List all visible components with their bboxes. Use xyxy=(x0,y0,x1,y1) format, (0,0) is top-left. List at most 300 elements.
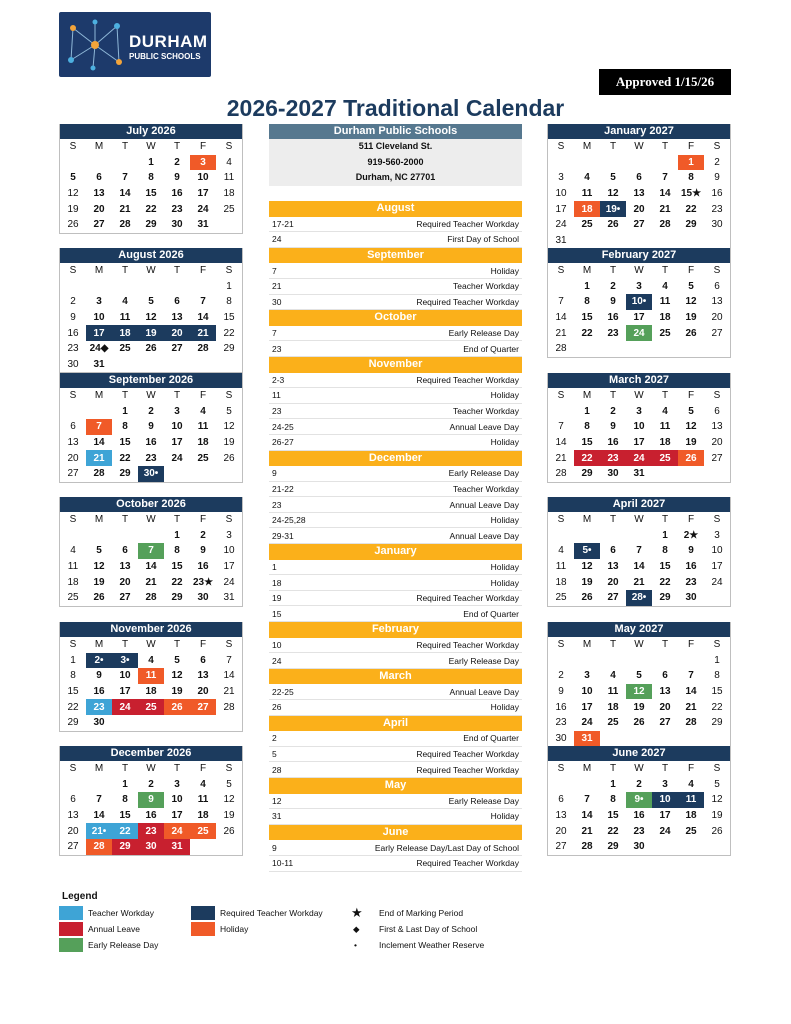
calendar-day xyxy=(678,233,704,249)
event-date: 9 xyxy=(272,468,277,479)
calendar-day: 22 xyxy=(685,203,697,215)
weekday-label: F xyxy=(199,141,207,153)
calendar-day: 13 xyxy=(659,686,671,698)
calendar-day: 2 xyxy=(148,405,154,417)
legend xyxy=(59,890,599,960)
weekday-label: W xyxy=(146,390,156,402)
legend-swatch-teacher-workday xyxy=(59,906,83,920)
calendar-day xyxy=(652,233,678,249)
event-date: 31 xyxy=(272,811,282,822)
calendar-day: 10 xyxy=(171,421,183,433)
calendar-day: 10 xyxy=(581,686,593,698)
calendar-day: 30• xyxy=(138,466,164,482)
calendar-day: 21 xyxy=(555,327,567,339)
calendar-day: 29 xyxy=(171,592,183,604)
calendar-day: 5 xyxy=(226,778,232,790)
calendar-day: 25 xyxy=(223,203,235,215)
calendar-day: 3 xyxy=(96,296,102,308)
weekday-label: M xyxy=(582,514,592,526)
weekday-label: W xyxy=(634,639,644,651)
calendar-day xyxy=(216,466,242,482)
calendar-day: 29 xyxy=(659,592,671,604)
calendar-day: 12 xyxy=(581,561,593,573)
dot-icon: • xyxy=(354,940,357,950)
weekday-label: T xyxy=(173,639,181,651)
calendar-day: 18 xyxy=(197,437,209,449)
calendar-day: 7 xyxy=(662,172,668,184)
calendar-day: 1 xyxy=(226,280,232,292)
event-date: 2 xyxy=(272,733,277,744)
calendar-day: 17 xyxy=(555,203,567,215)
weekday-label: T xyxy=(661,514,669,526)
calendar-day: 14 xyxy=(685,686,697,698)
weekday-label: W xyxy=(634,141,644,153)
event-date: 24 xyxy=(272,655,282,666)
weekday-label: M xyxy=(94,390,104,402)
calendar-day: 13 xyxy=(555,810,567,822)
calendar-day xyxy=(678,839,704,855)
weekday-label: W xyxy=(634,265,644,277)
weekday-label: M xyxy=(94,763,104,775)
calendar-day xyxy=(138,357,164,373)
event-row xyxy=(269,419,522,435)
calendar-day xyxy=(678,653,704,669)
calendar-day: 31 xyxy=(93,358,105,370)
weekday-label: T xyxy=(121,390,129,402)
weekday-label: T xyxy=(173,390,181,402)
legend-label-end-marking: End of Marking Period xyxy=(379,908,464,918)
calendar-day xyxy=(704,341,730,357)
calendar-day: 10 xyxy=(652,792,678,808)
calendar-day: 2• xyxy=(86,653,112,669)
calendar-day: 6 xyxy=(96,172,102,184)
weekday-label: T xyxy=(121,639,129,651)
calendar-day: 16 xyxy=(67,327,79,339)
event-date: 24-25 xyxy=(272,421,294,432)
calendar-day xyxy=(138,528,164,544)
weekday-label: S xyxy=(69,141,77,153)
calendar-day: 2 xyxy=(558,670,564,682)
district-city: Durham, NC 27701 xyxy=(355,172,436,183)
calendar-day xyxy=(548,528,574,544)
month-header: November 2026 xyxy=(60,622,242,637)
calendar-day: 12 xyxy=(685,421,697,433)
weekday-label: T xyxy=(609,514,617,526)
calendar-day: 9 xyxy=(174,172,180,184)
event-row xyxy=(269,560,522,576)
event-date: 15 xyxy=(272,608,282,619)
calendar-day: 5 xyxy=(610,172,616,184)
calendar-day: 1 xyxy=(714,654,720,666)
calendar-day xyxy=(626,155,652,171)
calendar-day: 2 xyxy=(714,156,720,168)
calendar-day: 26 xyxy=(607,219,619,231)
calendar-day: 22 xyxy=(574,450,600,466)
calendar-day: 31 xyxy=(164,839,190,855)
calendar-day: 1 xyxy=(122,405,128,417)
weekday-label: F xyxy=(199,390,207,402)
calendar-day: 28 xyxy=(93,468,105,480)
calendar-day: 24 xyxy=(711,576,723,588)
network-logo-icon xyxy=(63,18,127,72)
calendar-day: 16 xyxy=(145,810,157,822)
event-description: End of Quarter xyxy=(463,733,519,744)
calendar-day: 29 xyxy=(581,468,593,480)
calendar-day: 12 xyxy=(93,561,105,573)
calendar-day: 19 xyxy=(223,810,235,822)
event-description: Holiday xyxy=(490,437,519,448)
calendar-day: 29 xyxy=(145,219,157,231)
calendar-day: 20 xyxy=(659,701,671,713)
calendar-day: 25 xyxy=(685,825,697,837)
calendar-day: 16 xyxy=(685,561,697,573)
calendar-day: 18 xyxy=(112,325,138,341)
event-description: Annual Leave Day xyxy=(449,530,519,541)
calendar-day: 10 xyxy=(171,794,183,806)
weekday-label: S xyxy=(557,390,565,402)
calendar-day: 29 xyxy=(112,839,138,855)
month-calendar xyxy=(59,746,243,856)
calendar-day: 28 xyxy=(659,219,671,231)
calendar-day: 25 xyxy=(581,219,593,231)
calendar-day: 19 xyxy=(93,576,105,588)
calendar-day: 11 xyxy=(581,188,593,200)
month-header: October 2026 xyxy=(60,497,242,512)
calendar-day: 20 xyxy=(67,452,79,464)
month-header: September 2026 xyxy=(60,373,242,388)
calendar-day: 29 xyxy=(223,343,235,355)
calendar-day: 19 xyxy=(138,325,164,341)
calendar-day xyxy=(190,279,216,295)
weekday-label: S xyxy=(69,763,77,775)
month-calendar xyxy=(547,746,731,856)
calendar-day: 8 xyxy=(662,545,668,557)
calendar-day: 6 xyxy=(558,794,564,806)
calendar-day xyxy=(164,466,190,482)
calendar-day: 29 xyxy=(711,717,723,729)
weekday-label: S xyxy=(69,639,77,651)
calendar-day: 16 xyxy=(555,701,567,713)
calendar-day: 18 xyxy=(145,686,157,698)
calendar-day: 6 xyxy=(122,545,128,557)
star-icon: ★ xyxy=(351,905,363,920)
calendar-day: 2 xyxy=(174,156,180,168)
calendar-day: 13 xyxy=(633,188,645,200)
event-description: Early Release Day xyxy=(448,795,519,806)
calendar-day: 23 xyxy=(607,327,619,339)
calendar-day: 1 xyxy=(584,405,590,417)
calendar-day: 5 xyxy=(174,654,180,666)
calendar-day: 12 xyxy=(145,312,157,324)
calendar-day: 14 xyxy=(93,810,105,822)
calendar-day xyxy=(86,279,112,295)
calendar-day: 15 xyxy=(119,810,131,822)
calendar-day: 13 xyxy=(711,421,723,433)
event-description: Required Teacher Workday xyxy=(416,296,519,307)
calendar-day xyxy=(60,777,86,793)
calendar-day xyxy=(548,404,574,420)
weekday-label: S xyxy=(713,141,721,153)
event-date: 2-3 xyxy=(272,374,285,385)
calendar-day: 28 xyxy=(581,841,593,853)
event-date: 26-27 xyxy=(272,437,294,448)
calendar-day: 2 xyxy=(610,280,616,292)
calendar-day: 18 xyxy=(574,201,600,217)
calendar-day: 4 xyxy=(688,778,694,790)
calendar-day: 30 xyxy=(685,592,697,604)
calendar-day: 25 xyxy=(659,327,671,339)
calendar-day: 4 xyxy=(70,545,76,557)
calendar-day: 5 xyxy=(688,405,694,417)
approved-badge: Approved 1/15/26 xyxy=(599,69,731,95)
calendar-day: 19 xyxy=(685,437,697,449)
event-date: 5 xyxy=(272,749,277,760)
month-calendar xyxy=(59,373,243,483)
event-row xyxy=(269,373,522,389)
calendar-day: 2 xyxy=(200,529,206,541)
event-date: 7 xyxy=(272,328,277,339)
month-calendar xyxy=(59,248,243,373)
event-description: Required Teacher Workday xyxy=(416,593,519,604)
event-month-header: October xyxy=(269,310,522,326)
event-row xyxy=(269,638,522,654)
calendar-day: 13 xyxy=(171,312,183,324)
calendar-day: 31 xyxy=(633,468,645,480)
event-date: 10-11 xyxy=(272,858,294,869)
calendar-day: 16 xyxy=(93,686,105,698)
calendar-day: 5 xyxy=(636,670,642,682)
calendar-day: 22 xyxy=(145,203,157,215)
weekday-label: T xyxy=(609,141,617,153)
calendar-day: 19 xyxy=(581,576,593,588)
calendar-day xyxy=(704,233,730,249)
weekday-label: F xyxy=(687,514,695,526)
event-description: Teacher Workday xyxy=(453,483,519,494)
calendar-day: 21• xyxy=(86,823,112,839)
calendar-day xyxy=(600,731,626,747)
calendar-day: 24 xyxy=(223,576,235,588)
weekday-label: M xyxy=(582,390,592,402)
month-header: February 2027 xyxy=(548,248,730,263)
weekday-label: T xyxy=(173,141,181,153)
calendar-day: 31 xyxy=(197,219,209,231)
event-row xyxy=(269,747,522,763)
calendar-day: 20 xyxy=(197,686,209,698)
calendar-day: 19 xyxy=(223,437,235,449)
weekday-label: M xyxy=(582,639,592,651)
calendar-day: 1 xyxy=(584,280,590,292)
calendar-day xyxy=(652,653,678,669)
event-description: Holiday xyxy=(490,702,519,713)
event-month-header: June xyxy=(269,825,522,841)
event-description: End of Quarter xyxy=(463,608,519,619)
weekday-label: S xyxy=(225,141,233,153)
calendar-day: 24 xyxy=(555,219,567,231)
calendar-day: 3 xyxy=(636,405,642,417)
calendar-day xyxy=(652,155,678,171)
calendar-day xyxy=(86,528,112,544)
calendar-day: 25 xyxy=(138,699,164,715)
calendar-day: 27 xyxy=(711,327,723,339)
calendar-day: 2 xyxy=(636,778,642,790)
weekday-label: S xyxy=(225,514,233,526)
weekday-label: S xyxy=(225,265,233,277)
calendar-day: 19 xyxy=(171,686,183,698)
calendar-day: 11 xyxy=(555,561,567,573)
calendar-day: 6 xyxy=(610,545,616,557)
calendar-day xyxy=(60,155,86,171)
calendar-day xyxy=(704,839,730,855)
calendar-day xyxy=(86,155,112,171)
calendar-day: 17 xyxy=(171,810,183,822)
calendar-day: 17 xyxy=(581,701,593,713)
event-description: Required Teacher Workday xyxy=(416,749,519,760)
calendar-day xyxy=(112,357,138,373)
calendar-day: 23 xyxy=(171,203,183,215)
calendar-day xyxy=(190,715,216,731)
calendar-day: 20 xyxy=(555,825,567,837)
calendar-day: 26 xyxy=(164,699,190,715)
calendar-day: 11 xyxy=(678,792,704,808)
calendar-day: 12 xyxy=(223,421,235,433)
event-date: 12 xyxy=(272,795,282,806)
weekday-label: S xyxy=(557,141,565,153)
calendar-day: 7 xyxy=(688,670,694,682)
calendar-day: 28 xyxy=(145,592,157,604)
calendar-day: 21 xyxy=(145,576,157,588)
event-row xyxy=(269,606,522,622)
calendar-day: 8 xyxy=(122,421,128,433)
month-calendar xyxy=(547,124,731,249)
calendar-day: 15★ xyxy=(680,188,702,200)
event-row xyxy=(269,840,522,856)
calendar-day xyxy=(652,341,678,357)
calendar-day: 28 xyxy=(555,468,567,480)
weekday-label: T xyxy=(609,265,617,277)
event-row xyxy=(269,341,522,357)
event-row xyxy=(269,295,522,311)
event-row xyxy=(269,326,522,342)
weekday-label: T xyxy=(609,763,617,775)
calendar-day: 4 xyxy=(200,405,206,417)
weekday-label: T xyxy=(661,763,669,775)
calendar-day: 15 xyxy=(171,561,183,573)
calendar-day: 27 xyxy=(190,699,216,715)
calendar-day: 10 xyxy=(197,172,209,184)
weekday-label: S xyxy=(225,763,233,775)
event-description: Holiday xyxy=(490,811,519,822)
calendar-day: 25 xyxy=(197,452,209,464)
calendar-day: 26 xyxy=(93,592,105,604)
calendar-day xyxy=(216,357,242,373)
event-row xyxy=(269,513,522,529)
event-row xyxy=(269,684,522,700)
calendar-day: 24 xyxy=(197,203,209,215)
calendar-day: 5 xyxy=(226,405,232,417)
calendar-day: 9 xyxy=(610,296,616,308)
logo-text-public-schools: PUBLIC SCHOOLS xyxy=(129,52,201,61)
weekday-label: W xyxy=(146,639,156,651)
event-row xyxy=(269,404,522,420)
calendar-day: 28 xyxy=(119,219,131,231)
calendar-day: 17 xyxy=(633,437,645,449)
event-date: 21 xyxy=(272,281,282,292)
calendar-day: 27 xyxy=(659,717,671,729)
calendar-day: 24 xyxy=(626,325,652,341)
calendar-day: 14 xyxy=(145,561,157,573)
calendar-day: 23 xyxy=(86,699,112,715)
calendar-day: 11 xyxy=(607,686,619,698)
weekday-label: M xyxy=(582,265,592,277)
calendar-day: 9 xyxy=(96,670,102,682)
event-description: Holiday xyxy=(490,561,519,572)
calendar-day: 13 xyxy=(119,561,131,573)
calendar-day: 9 xyxy=(688,545,694,557)
calendar-day: 9 xyxy=(70,312,76,324)
calendar-day: 20 xyxy=(67,825,79,837)
calendar-day: 21 xyxy=(86,450,112,466)
calendar-day: 18 xyxy=(197,810,209,822)
event-description: First Day of School xyxy=(447,234,519,245)
calendar-day xyxy=(216,839,242,855)
calendar-day: 13 xyxy=(711,296,723,308)
calendar-day: 24 xyxy=(581,717,593,729)
calendar-day: 7 xyxy=(122,172,128,184)
calendar-day: 18 xyxy=(607,701,619,713)
calendar-day: 30 xyxy=(171,219,183,231)
calendar-day: 30 xyxy=(93,717,105,729)
calendar-day: 8 xyxy=(174,545,180,557)
calendar-day: 7 xyxy=(558,296,564,308)
weekday-label: S xyxy=(557,265,565,277)
month-header: January 2027 xyxy=(548,124,730,139)
calendar-day: 10 xyxy=(711,545,723,557)
calendar-day: 2★ xyxy=(683,529,699,541)
legend-label-inclement: Inclement Weather Reserve xyxy=(379,940,485,950)
calendar-day: 29 xyxy=(685,219,697,231)
calendar-day: 4 xyxy=(662,280,668,292)
calendar-day: 24 xyxy=(112,699,138,715)
legend-title: Legend xyxy=(62,891,98,902)
calendar-day xyxy=(190,357,216,373)
calendar-day: 3 xyxy=(558,172,564,184)
event-row xyxy=(269,528,522,544)
calendar-day: 30 xyxy=(197,592,209,604)
legend-label-first-last: First & Last Day of School xyxy=(379,924,478,934)
event-description: Holiday xyxy=(490,265,519,276)
calendar-day: 17 xyxy=(659,810,671,822)
calendar-day: 11 xyxy=(197,421,209,433)
calendar-day: 12 xyxy=(685,296,697,308)
calendar-day xyxy=(190,466,216,482)
calendar-day: 8 xyxy=(226,296,232,308)
calendar-day: 6 xyxy=(174,296,180,308)
calendar-day xyxy=(112,279,138,295)
calendar-day: 8 xyxy=(714,670,720,682)
calendar-day: 13 xyxy=(197,670,209,682)
calendar-day: 23 xyxy=(145,452,157,464)
calendar-day: 5 xyxy=(688,280,694,292)
month-calendar xyxy=(547,373,731,483)
calendar-day xyxy=(574,653,600,669)
calendar-day: 24 xyxy=(659,825,671,837)
calendar-day: 21 xyxy=(190,325,216,341)
calendar-day: 28 xyxy=(223,701,235,713)
calendar-day: 21 xyxy=(581,825,593,837)
calendar-day: 20 xyxy=(711,312,723,324)
calendar-day: 28 xyxy=(86,839,112,855)
calendar-day: 24 xyxy=(171,452,183,464)
